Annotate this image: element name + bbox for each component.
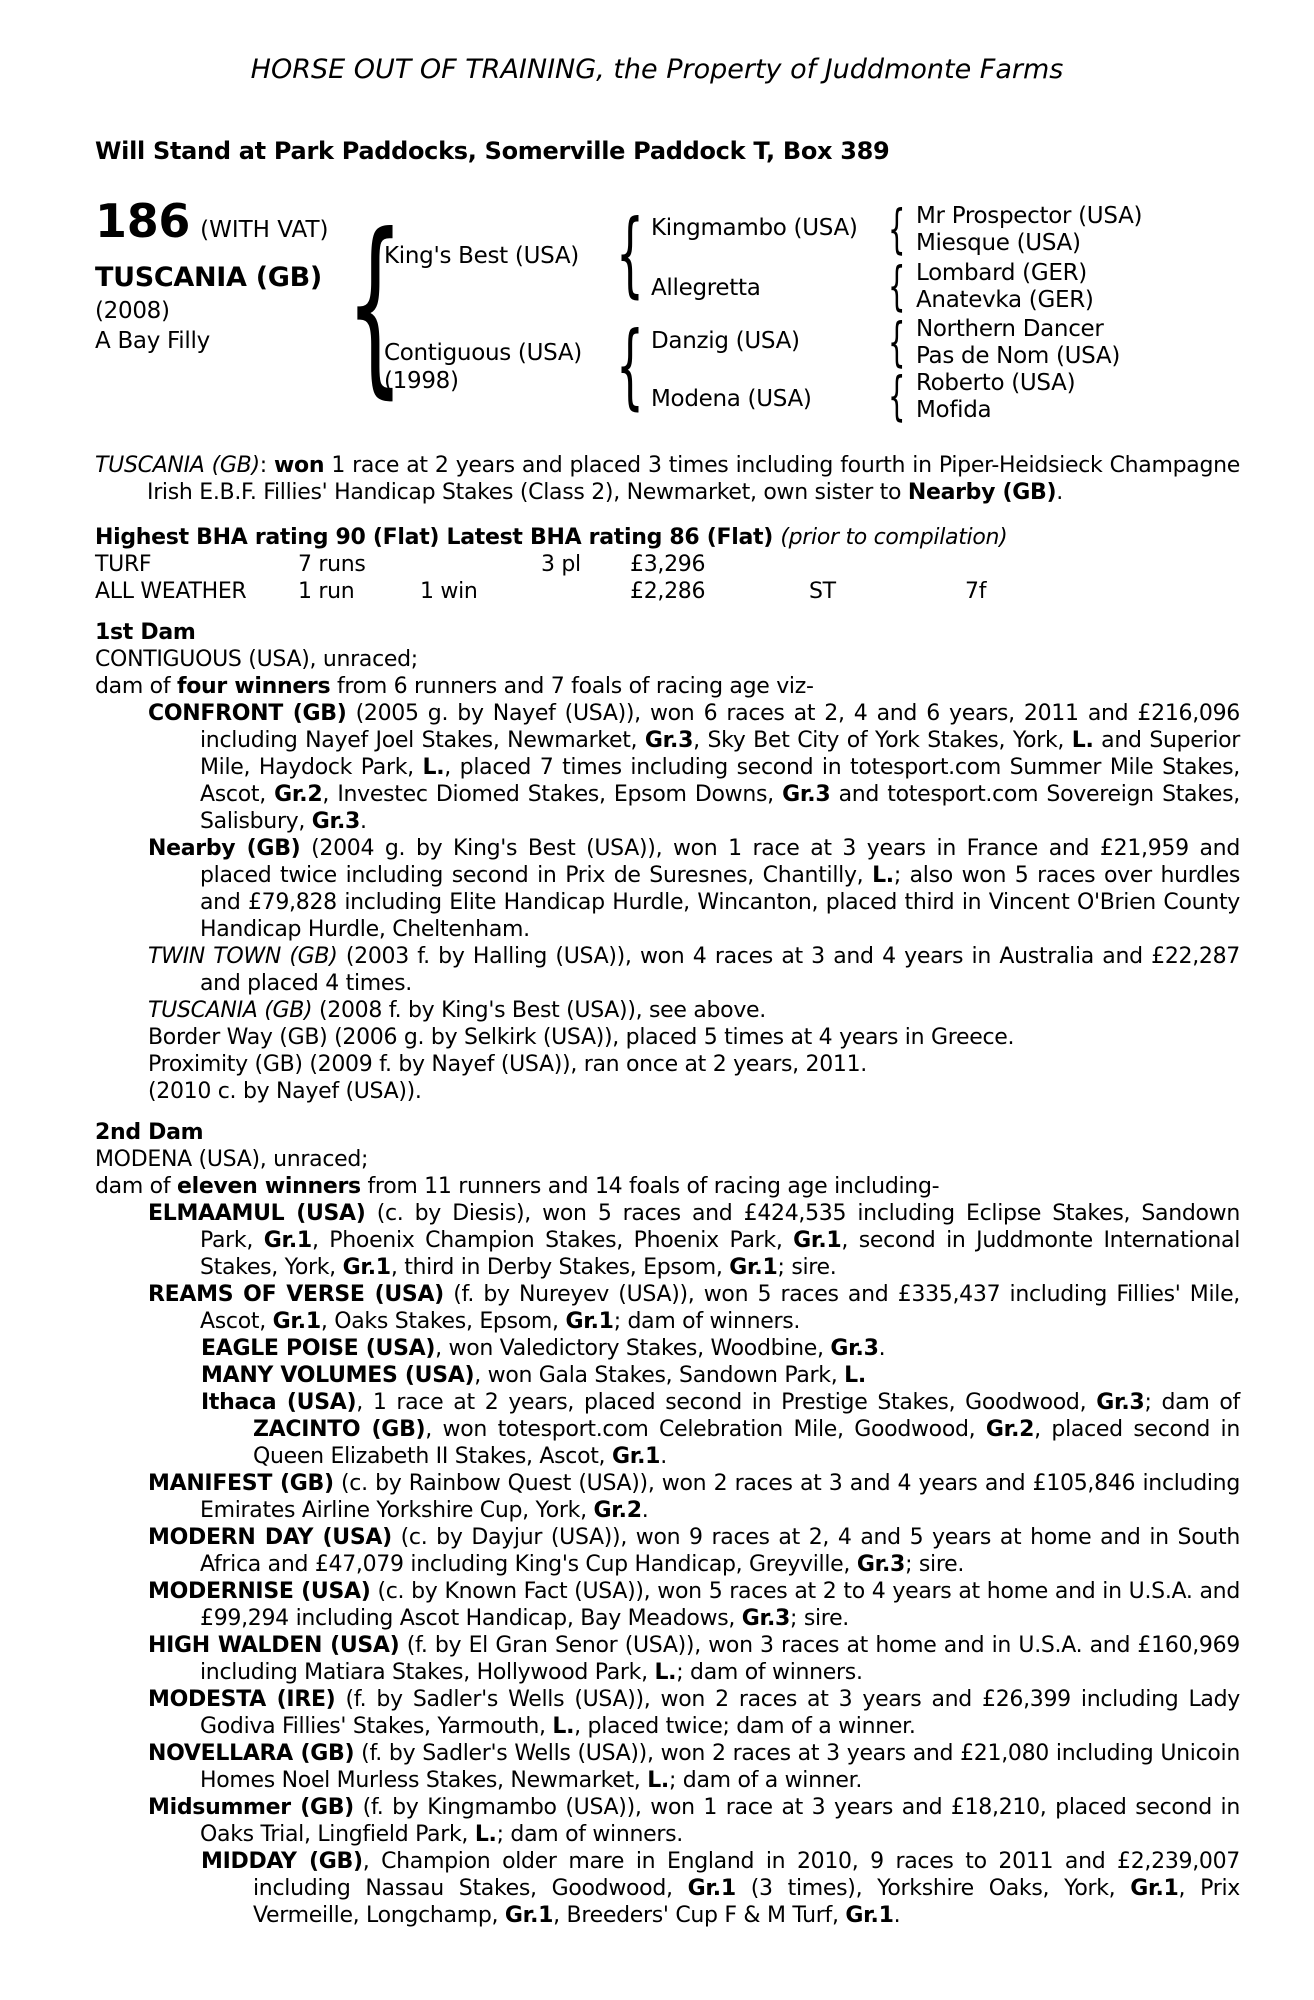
vat-note: (WITH VAT) bbox=[200, 217, 329, 243]
progeny-entry: Proximity (GB) (2009 f. by Nayef (USA)), ran once at 2 years, 2011. bbox=[148, 1052, 867, 1077]
stats-earnings: £3,296 bbox=[630, 552, 706, 577]
progeny-entry: MODERN DAY (USA) (c. by Dayjur (USA)), won 9 races at 2, 4 and 5 years at home and in South Africa and £47,079 including King's Cup Handicap, Greyville, Gr.3; sire. bbox=[148, 1525, 1240, 1577]
horse-description: A Bay Filly bbox=[95, 328, 210, 354]
stats-runs: 1 run bbox=[298, 579, 355, 604]
stats-placed: 3 pl bbox=[541, 552, 581, 577]
stand-location: Will Stand at Park Paddocks, Somerville Paddock T, Box 389 bbox=[95, 137, 890, 165]
great-grandparent-name: Miesque (USA) bbox=[916, 230, 1081, 256]
stats-win-surface: ST bbox=[809, 579, 836, 604]
great-grandparent-name: Lombard (GER) bbox=[916, 260, 1087, 286]
lot-number bbox=[95, 194, 329, 253]
stats-surface-label: ALL WEATHER bbox=[95, 579, 247, 604]
progeny-entry: CONFRONT (GB) (2005 g. by Nayef (USA)), won 6 races at 2, 4 and 6 years, 2011 and £216,096 including Nayef Joel Stakes, Newmarket, Gr.3, Sky Bet City of York Stakes, York, L. and Superior Mile, Haydock Park, L., placed 7 times including second in totesport.com Summer Mile Stakes, Ascot, Gr.2, Investec Diomed Stakes, Epsom Downs, Gr.3 and totesport.com Sovereign Stakes, Salisbury, Gr.3. bbox=[148, 701, 1241, 834]
pedigree-brace-sire bbox=[616, 206, 644, 303]
second-dam-intro: dam of eleven winners from 11 runners and 14 foals of racing age including- bbox=[95, 1174, 940, 1199]
stats-earnings: £2,286 bbox=[630, 579, 706, 604]
race-stats-table bbox=[95, 551, 1240, 605]
catalog-body bbox=[95, 452, 1240, 1929]
stats-win-distance: 7f bbox=[965, 579, 987, 604]
progeny-entry: MODESTA (IRE) (f. by Sadler's Wells (USA)), won 2 races at 3 years and £26,399 including Lady Godiva Fillies' Stakes, Yarmouth, L., placed twice; dam of a winner. bbox=[148, 1687, 1240, 1739]
second-dam-section bbox=[95, 1119, 1240, 1929]
grandsire-name: Kingmambo (USA) bbox=[651, 215, 858, 241]
progeny-entry: HIGH WALDEN (USA) (f. by El Gran Senor (USA)), won 3 races at home and in U.S.A. and £160,969 including Matiara Stakes, Hollywood Park, L.; dam of winners. bbox=[148, 1633, 1240, 1685]
stats-wins: 1 win bbox=[420, 579, 478, 604]
progeny-entry: EAGLE POISE (USA), won Valedictory Stakes, Woodbine, Gr.3. bbox=[201, 1336, 886, 1361]
progeny-entry: NOVELLARA (GB) (f. by Sadler's Wells (USA)), won 2 races at 3 years and £21,080 including Unicoin Homes Noel Murless Stakes, Newmarket, L.; dam of a winner. bbox=[148, 1741, 1240, 1793]
great-grandparent-name: Northern Dancer bbox=[916, 316, 1104, 342]
progeny-entry: TUSCANIA (GB) (2008 f. by King's Best (USA)), see above. bbox=[148, 998, 766, 1023]
granddam-name: Allegretta bbox=[651, 275, 761, 301]
progeny-entry: Midsummer (GB) (f. by Kingmambo (USA)), won 1 race at 3 years and £18,210, placed second in Oaks Trial, Lingfield Park, L.; dam of winners. bbox=[148, 1795, 1241, 1847]
progeny-entry: MIDDAY (GB), Champion older mare in England in 2010, 9 races to 2011 and £2,239,007 including Nassau Stakes, Goodwood, Gr.1 (3 times), Yorkshire Oaks, York, Gr.1, Prix Vermeille, Longchamp, Gr.1, Breeders' Cup F & M Turf, Gr.1. bbox=[201, 1849, 1241, 1928]
great-grandparent-name: Anatevka (GER) bbox=[916, 287, 1094, 313]
great-grandparent-name: Mofida bbox=[916, 397, 992, 423]
first-dam-section bbox=[95, 619, 1240, 1105]
stats-runs: 7 runs bbox=[298, 552, 366, 577]
pedigree-brace-ggp-3 bbox=[888, 314, 905, 371]
granddam-name: Modena (USA) bbox=[651, 386, 812, 412]
pedigree-brace-ggp-1 bbox=[888, 201, 905, 258]
progeny-entry: MODERNISE (USA) (c. by Known Fact (USA)), won 5 races at 2 to 4 years at home and in U.S.A. and £99,294 including Ascot Handicap, Bay Meadows, Gr.3; sire. bbox=[148, 1579, 1240, 1631]
second-dam-heading: 2nd Dam bbox=[95, 1120, 204, 1145]
progeny-entry: ELMAAMUL (USA) (c. by Diesis), won 5 races and £424,535 including Eclipse Stakes, Sandown Park, Gr.1, Phoenix Champion Stakes, Phoenix Park, Gr.1, second in Juddmonte International Stakes, York, Gr.1, third in Derby Stakes, Epsom, Gr.1; sire. bbox=[148, 1201, 1241, 1280]
great-grandparent-name: Roberto (USA) bbox=[916, 370, 1076, 396]
stats-surface-label: TURF bbox=[95, 552, 152, 577]
pedigree-brace-ggp-2 bbox=[888, 258, 905, 315]
page-header-and-pedigree bbox=[0, 0, 1314, 452]
great-grandparent-name: Mr Prospector (USA) bbox=[916, 203, 1143, 229]
dam-year: (1998) bbox=[384, 368, 459, 394]
first-dam-intro: dam of four winners from 6 runners and 7 foals of racing age viz- bbox=[95, 674, 814, 699]
progeny-entry: MANY VOLUMES (USA), won Gala Stakes, Sandown Park, L. bbox=[201, 1363, 866, 1388]
progeny-entry: (2010 c. by Nayef (USA)). bbox=[148, 1079, 422, 1104]
race-record-summary: TUSCANIA (GB): won 1 race at 2 years and placed 3 times including fourth in Piper-Heidsieck Champagne Irish E.B.F. Fillies' Handicap Stakes (Class 2), Newmarket, own sister to Nearby (GB). bbox=[95, 453, 1240, 505]
sire-name: King's Best (USA) bbox=[384, 243, 579, 269]
second-dam-name-line: MODENA (USA), unraced; bbox=[95, 1147, 369, 1172]
dam-name: Contiguous (USA) bbox=[384, 340, 582, 366]
page-title: HORSE OUT OF TRAINING, the Property of Juddmonte Farms bbox=[250, 54, 1064, 85]
pedigree-brace-dam bbox=[616, 318, 644, 415]
progeny-entry: Border Way (GB) (2006 g. by Selkirk (USA)), placed 5 times at 4 years in Greece. bbox=[148, 1025, 1015, 1050]
progeny-entry: MANIFEST (GB) (c. by Rainbow Quest (USA)), won 2 races at 3 and 4 years and £105,846 including Emirates Airline Yorkshire Cup, York, Gr.2. bbox=[148, 1471, 1240, 1523]
first-dam-name-line: CONTIGUOUS (USA), unraced; bbox=[95, 647, 418, 672]
progeny-entry: TWIN TOWN (GB) (2003 f. by Halling (USA)), won 4 races at 3 and 4 years in Australia and £22,287 and placed 4 times. bbox=[148, 944, 1240, 996]
first-dam-heading: 1st Dam bbox=[95, 620, 196, 645]
grandsire-name: Danzig (USA) bbox=[651, 328, 800, 354]
lot-number-value: 186 bbox=[95, 194, 191, 248]
horse-year-foaled: (2008) bbox=[95, 298, 170, 324]
progeny-entry: Ithaca (USA), 1 race at 2 years, placed second in Prestige Stakes, Goodwood, Gr.3; dam of ZACINTO (GB), won totesport.com Celebration Mile, Goodwood, Gr.2, placed second in Queen Elizabeth II Stakes, Ascot, Gr.1. bbox=[201, 1390, 1240, 1469]
pedigree-brace-ggp-4 bbox=[888, 368, 905, 425]
progeny-entry: REAMS OF VERSE (USA) (f. by Nureyev (USA)), won 5 races and £335,437 including Fillies' Mile, Ascot, Gr.1, Oaks Stakes, Epsom, Gr.1; dam of winners. bbox=[148, 1282, 1241, 1334]
horse-name: TUSCANIA (GB) bbox=[95, 262, 322, 293]
bha-rating-line: Highest BHA rating 90 (Flat) Latest BHA rating 86 (Flat) (prior to compilation) bbox=[95, 525, 1008, 550]
great-grandparent-name: Pas de Nom (USA) bbox=[916, 343, 1121, 369]
progeny-entry: Nearby (GB) (2004 g. by King's Best (USA)), won 1 race at 3 years in France and £21,959 and placed twice including second in Prix de Suresnes, Chantilly, L.; also won 5 races over hurdles and £79,828 including Elite Handicap Hurdle, Wincanton, placed third in Vincent O'Brien County Handicap Hurdle, Cheltenham. bbox=[148, 836, 1241, 942]
